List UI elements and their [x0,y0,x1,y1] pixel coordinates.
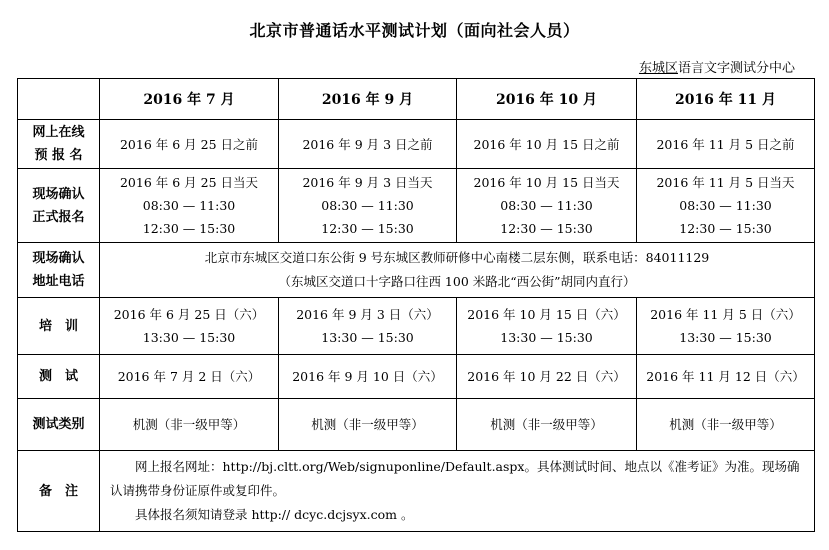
row-label: 网上在线 [32,125,85,140]
column-header: 2016 年 9 月 [279,79,457,120]
table-cell [279,298,457,355]
table-cell [637,169,815,243]
table-cell: 机测（非一级甲等） [279,399,457,451]
row-label: 预 报 名 [34,148,83,163]
table-cell: 机测（非一级甲等） [457,399,637,451]
column-header: 2016 年 7 月 [100,79,279,120]
time-text: 12:30 — 15:30 [500,221,593,236]
date-text: 2016 年 10 月 15 日（六） [467,307,626,322]
organizer-label [639,57,795,76]
row-label: 现场确认 [32,186,85,202]
district-link[interactable]: 东城区 [638,61,678,76]
row-label: 现场确认 [32,251,85,266]
table-cell [457,169,637,243]
onsite-registration-row [18,169,815,243]
notes-paragraph: 网上报名网址：http://bj.cltt.org/Web/signuponline/Default.aspx。具体测试时间、地点以《准考证》为准。现场确认请携带身份证原件或复印件。 [110,459,800,498]
notes-row [18,451,815,532]
row-label: 正式报名 [32,209,85,225]
row-header-online [18,120,100,169]
schedule-table [17,78,815,532]
test-type-row [18,399,815,451]
time-text: 12:30 — 15:30 [142,221,236,236]
table-cell: 机测（非一级甲等） [637,399,815,451]
row-header-address [18,243,100,298]
time-text: 13:30 — 15:30 [679,330,772,345]
address-cell [100,243,815,298]
table-cell: 2016 年 6 月 25 日之前 [100,120,279,169]
table-cell [637,298,815,355]
online-registration-row [18,120,815,169]
test-row [18,355,815,399]
page-title: 北京市普通话水平测试计划（面向社会人员） [249,21,580,40]
time-text: 12:30 — 15:30 [321,221,414,236]
date-text: 2016 年 9 月 3 日当天 [302,175,433,190]
table-cell: 2016 年 7 月 2 日（六） [100,355,279,399]
training-row [18,298,815,355]
time-text: 08:30 — 11:30 [500,198,593,213]
row-header-onsite [18,169,100,243]
time-text: 08:30 — 11:30 [679,198,772,213]
table-cell: 2016 年 10 月 22 日（六） [457,355,637,399]
center-name: 语言文字测试分中心 [677,61,795,76]
row-label: 地址电话 [32,274,85,289]
notes-paragraph: 具体报名须知请登录 http:// dcyc.dcjsyx.com 。 [135,507,414,522]
row-header-notes: 备 注 [18,451,100,532]
table-cell: 2016 年 9 月 3 日之前 [279,120,457,169]
address-row [18,243,815,298]
address-text: 北京市东城区交道口东公街 9 号东城区教师研修中心南楼二层东侧，联系电话：84011129 [204,250,710,265]
corner-cell [18,79,100,120]
table-cell [457,298,637,355]
date-text: 2016 年 6 月 25 日当天 [119,175,259,190]
table-cell [100,169,279,243]
time-text: 13:30 — 15:30 [321,330,414,345]
date-text: 2016 年 10 月 15 日当天 [473,175,620,190]
date-text: 2016 年 6 月 25 日（六） [113,307,265,322]
table-cell [279,169,457,243]
date-text: 2016 年 11 月 5 日（六） [650,307,801,322]
table-cell: 2016 年 10 月 15 日之前 [457,120,637,169]
header-row [18,79,815,120]
table-cell: 2016 年 11 月 12 日（六） [637,355,815,399]
date-text: 2016 年 11 月 5 日当天 [656,175,795,190]
column-header: 2016 年 10 月 [457,79,637,120]
row-header-test: 测 试 [18,355,100,399]
table-cell: 机测（非一级甲等） [100,399,279,451]
column-header: 2016 年 11 月 [637,79,815,120]
notes-cell [100,451,815,532]
date-text: 2016 年 9 月 3 日（六） [296,307,439,322]
time-text: 13:30 — 15:30 [142,330,236,345]
row-header-training: 培 训 [18,298,100,355]
time-text: 08:30 — 11:30 [321,198,414,213]
time-text: 12:30 — 15:30 [679,221,772,236]
time-text: 13:30 — 15:30 [500,330,593,345]
table-cell [100,298,279,355]
time-text: 08:30 — 11:30 [142,198,236,213]
directions-text: （东城区交道口十字路口往西 100 米路北“西公街”胡同内直行） [278,274,636,289]
table-cell: 2016 年 11 月 5 日之前 [637,120,815,169]
row-header-type: 测试类别 [18,399,100,451]
table-cell: 2016 年 9 月 10 日（六） [279,355,457,399]
